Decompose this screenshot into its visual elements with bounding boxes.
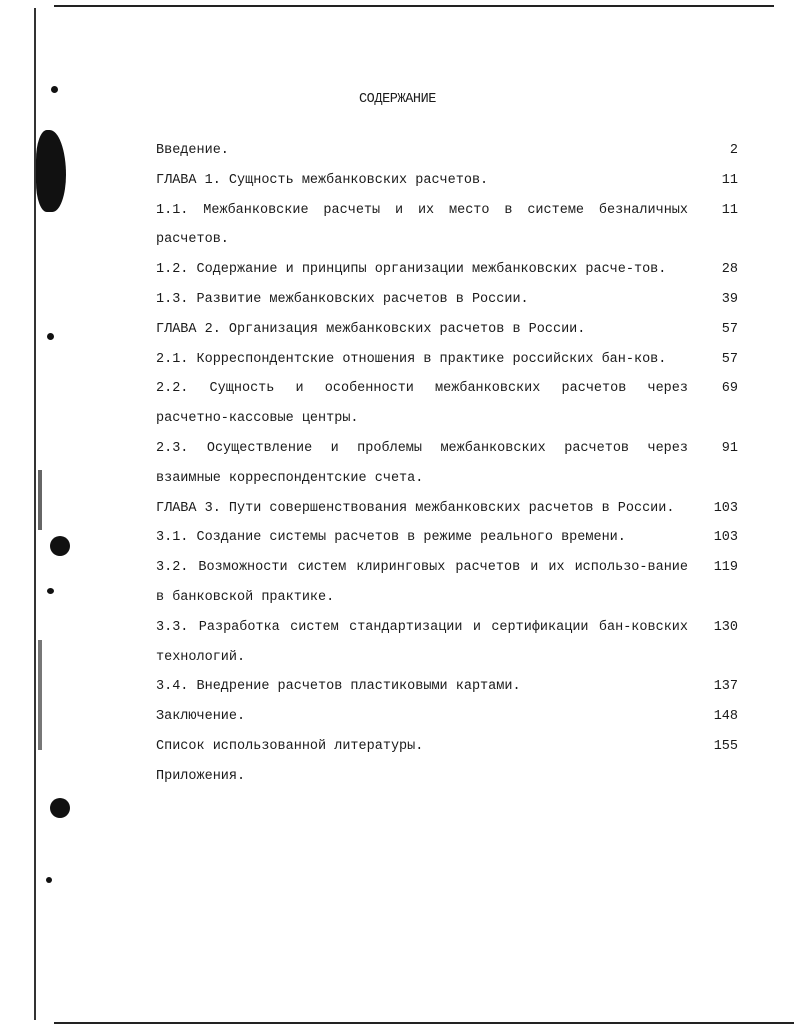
scan-speck xyxy=(47,588,54,594)
toc-entry-page: 57 xyxy=(721,351,738,367)
scan-speck xyxy=(46,877,52,883)
toc-entry xyxy=(156,672,738,702)
toc-entry-page: 103 xyxy=(713,500,738,516)
toc-entry-page: 130 xyxy=(713,619,738,635)
punch-hole xyxy=(50,798,70,818)
toc-entry-text: ГЛАВА 3. Пути совершенствования межбанковских расчетов в России. xyxy=(156,500,675,516)
scan-streak xyxy=(38,640,42,750)
toc-entry xyxy=(156,523,738,553)
toc-entry-page: 155 xyxy=(713,738,738,754)
toc-entry xyxy=(156,702,738,732)
toc-entry xyxy=(156,434,738,494)
toc-entry-page: 39 xyxy=(721,291,738,307)
toc-entry xyxy=(156,315,738,345)
toc-entry xyxy=(156,374,738,434)
toc-entry-page: 119 xyxy=(713,560,738,576)
toc-entry xyxy=(156,196,738,256)
toc-entry xyxy=(156,136,738,166)
toc-entry xyxy=(156,285,738,315)
scan-speck xyxy=(47,333,54,340)
toc-entry-page: 11 xyxy=(721,202,738,218)
toc-entry-page: 28 xyxy=(721,262,738,278)
toc-entry-text: Заключение. xyxy=(156,709,246,725)
toc-entry xyxy=(156,255,738,285)
toc-entry-page: 11 xyxy=(721,172,738,188)
toc-entry-text: Приложения. xyxy=(156,768,246,784)
toc-entry-page: 57 xyxy=(721,321,738,337)
toc-entry xyxy=(156,166,738,196)
scan-streak xyxy=(38,470,42,530)
toc-entry-page: 91 xyxy=(721,440,738,456)
toc-entry-text: 3.2. Возможности систем клиринговых расчетов и их использо-вание в банковской практике. xyxy=(156,560,688,605)
toc-entry-text: ГЛАВА 2. Организация межбанковских расчетов в России. xyxy=(156,321,586,337)
toc-entry-text: 3.4. Внедрение расчетов пластиковыми картами. xyxy=(156,679,521,695)
toc-entry-page: 2 xyxy=(729,143,738,158)
toc-entry-page: 137 xyxy=(713,679,738,695)
toc-entry-text: 2.3. Осуществление и проблемы межбанковских расчетов через взаимные корреспондентские счета. xyxy=(156,440,688,486)
toc-entry-text: 2.2. Сущность и особенности межбанковских расчетов через расчетно-кассовые центры. xyxy=(156,381,688,427)
toc-entry xyxy=(156,553,738,613)
toc-entry-text: 1.3. Развитие межбанковских расчетов в России. xyxy=(156,291,529,307)
toc-entry-text: Список использованной литературы. xyxy=(156,738,424,754)
toc-entry-text: 2.1. Корреспондентские отношения в практике российских бан-ков. xyxy=(156,351,667,367)
toc-entry-text: ГЛАВА 1. Сущность межбанковских расчетов. xyxy=(156,172,489,188)
toc-entry-text: Введение. xyxy=(156,143,229,158)
toc-entry xyxy=(156,762,738,792)
toc-entry-page: 148 xyxy=(713,709,738,725)
toc-entry-page: 69 xyxy=(721,381,738,397)
toc-entry-text: 1.1. Межбанковские расчеты и их место в системе безналичных расчетов. xyxy=(156,202,688,248)
toc-entry-text: 1.2. Содержание и принципы организации межбанковских расче-тов. xyxy=(156,262,667,278)
page-title: СОДЕРЖАНИЕ xyxy=(358,92,436,107)
punch-hole xyxy=(50,536,70,556)
toc-entry xyxy=(156,345,738,375)
toc-entry xyxy=(156,494,738,524)
toc-entry xyxy=(156,613,738,673)
toc-entry xyxy=(156,732,738,762)
toc-entry-text: 3.3. Разработка систем стандартизации и сертификации бан-ковских технологий. xyxy=(156,619,688,665)
toc-entry-text: 3.1. Создание системы расчетов в режиме реального времени. xyxy=(156,530,626,546)
table-of-contents xyxy=(156,136,738,792)
top-border-line xyxy=(54,5,774,7)
toc-entry-page: 103 xyxy=(713,530,738,546)
scan-smear xyxy=(36,130,66,212)
bottom-border-line xyxy=(54,1022,794,1024)
